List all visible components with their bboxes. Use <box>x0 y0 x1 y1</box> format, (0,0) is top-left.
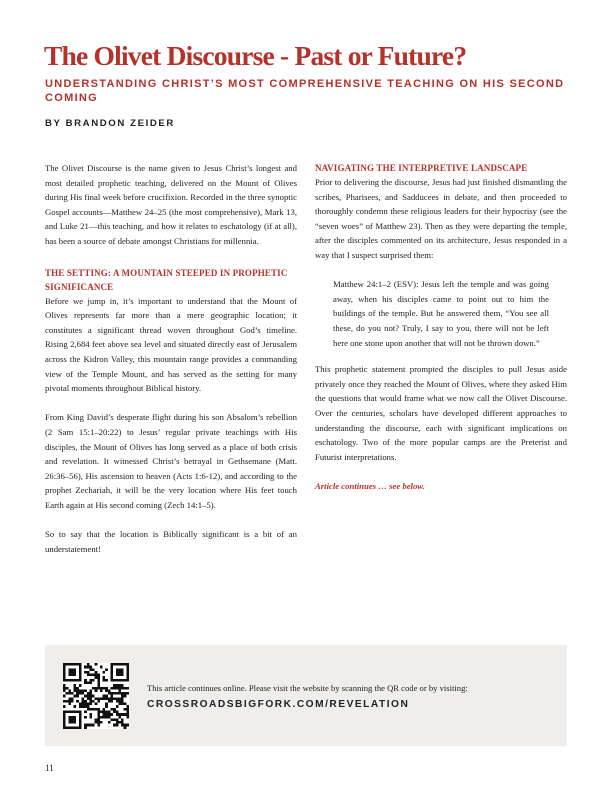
setting-paragraph-1: Before we jump in, it’s important to understand that the Mount of Olives represents far more than a mere geographic location; it constitutes a significant thread woven throughout God’s timeline. Rising 2,684 feet above sea level and situated directly east of Jerusalem across the Kidron Valley, this mountain range provides a commanding view of the Temple Mount, and has served as the setting for many pivotal moments throughout Biblical history. <box>45 295 297 394</box>
setting-section-heading: THE SETTING: A MOUNTAIN STEEPED IN PROPHETIC SIGNIFICANCE <box>45 267 288 292</box>
qr-code-icon[interactable] <box>63 663 129 729</box>
setting-paragraph-3: So to say that the location is Biblically significant is a bit of an understatement! <box>45 529 297 554</box>
left-column <box>45 161 297 556</box>
intro-paragraph: The Olivet Discourse is the name given to Jesus Christ’s longest and most detailed prophetic teaching, delivered on the Mount of Olives during His final week before crucifixion. Recorded in the three synoptic Gospel accounts—Matthew 24–25 (the most comprehensive), Mark 13, and Luke 21—this teaching, and how it relates to eschatology (if at all), has been a source of debate amongst Christians for millennia. <box>45 163 297 246</box>
page-number: 11 <box>45 763 54 773</box>
article-continues-note: Article continues … see below. <box>315 480 425 491</box>
website-link[interactable]: CROSSROADSBIGFORK.COM/REVELATION <box>147 699 410 710</box>
setting-paragraph-2: From King David’s desperate flight during his son Absalom’s rebellion (2 Sam 15:1–20:22) to Jesus’ regular private teachings with His disciples, the Mount of Olives has long served as a place of both crisis and revelation. It witnessed Christ’s betrayal in Gethsemane (Matt. 26:36–56), His ascension to heaven (Acts 1:6-12), and according to the prophet Zechariah, it will be the very location where His feet touch Earth again at His second coming (Zech 14:1–5). <box>45 412 297 510</box>
banner-text: This article continues online. Please visit the website by scanning the QR code or by visiting: <box>147 683 468 693</box>
article-subtitle: UNDERSTANDING CHRIST’S MOST COMPREHENSIVE TEACHING ON HIS SECOND COMING <box>45 78 565 104</box>
author-byline: BY BRANDON ZEIDER <box>45 118 175 129</box>
article-title: The Olivet Discourse - Past or Future? <box>44 40 467 71</box>
right-column <box>315 161 567 493</box>
interpretive-paragraph-2: This prophetic statement prompted the disciples to pull Jesus aside privately once they reached the Mount of Olives, where they asked Him the questions that would frame what we now call the Olivet Discourse. Over the centuries, scholars have developed different approaches to understanding the discourse, each with significant implications on eschatology. Two of the more popular camps are the Preterist and Futurist interpretations. <box>315 364 567 462</box>
scripture-quote: Matthew 24:1–2 (ESV): Jesus left the temple and was going away, when his disciples came to point out to him the buildings of the temple. But he answered them, “You see all these, do you not? Truly, I say to you, there will not be left here one stone upon another that will not be thrown down.” <box>333 279 549 348</box>
online-continuation-banner <box>45 645 567 746</box>
interpretive-paragraph-1: Prior to delivering the discourse, Jesus had just finished dismantling the scribes, Pharisees, and Sadducees in debate, and then proceeded to thoroughly condemn these religious leaders for their hypocrisy (see the “seven woes” of Matthew 23). Then as they were departing the temple, after the disciples commented on its architecture, Jesus responded in a way that I suspect surprised them: <box>315 177 567 260</box>
interpretive-section-heading: NAVIGATING THE INTERPRETIVE LANDSCAPE <box>315 163 528 173</box>
